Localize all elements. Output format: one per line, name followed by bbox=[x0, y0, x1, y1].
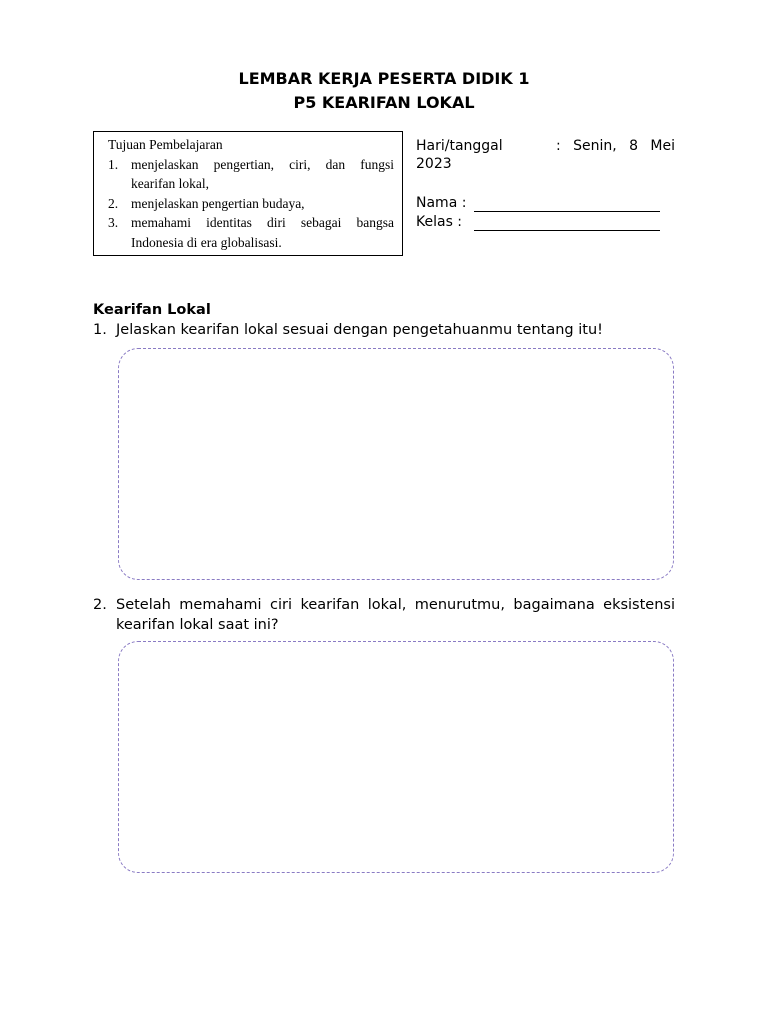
class-field[interactable] bbox=[416, 214, 462, 230]
learning-goals-list bbox=[108, 155, 394, 253]
date-value: : Senin, 8 Mei bbox=[556, 138, 675, 154]
worksheet-subtitle: P5 KEARIFAN LOKAL bbox=[293, 93, 475, 112]
learning-goal-text: menjelaskan pengertian budaya, bbox=[131, 195, 305, 211]
question-number: 1. bbox=[93, 322, 107, 338]
question-item bbox=[93, 596, 675, 635]
name-field[interactable] bbox=[416, 195, 466, 211]
class-label: Kelas : bbox=[416, 214, 463, 230]
question-text: Setelah memahami ciri kearifan lokal, menurutmu, bagaimana eksistensi kearifan lokal saat ini? bbox=[116, 597, 675, 633]
learning-goal-text: memahami identitas diri sebagai bangsa Indonesia di era globalisasi. bbox=[131, 215, 394, 250]
learning-goals-heading: Tujuan Pembelajaran bbox=[108, 137, 223, 152]
name-input-line[interactable] bbox=[474, 211, 660, 212]
learning-goal-item bbox=[108, 194, 394, 214]
learning-goal-item bbox=[108, 213, 394, 252]
question-item bbox=[93, 321, 675, 341]
date-row bbox=[416, 137, 675, 157]
learning-goal-number: 1. bbox=[108, 156, 119, 172]
name-label: Nama : bbox=[416, 195, 467, 211]
answer-box-2[interactable] bbox=[118, 641, 674, 873]
question-text: Jelaskan kearifan lokal sesuai dengan pengetahuanmu tentang itu! bbox=[116, 322, 603, 338]
learning-goal-text: menjelaskan pengertian, ciri, dan fungsi kearifan lokal, bbox=[131, 156, 394, 191]
learning-goal-item bbox=[108, 155, 394, 194]
worksheet-title: LEMBAR KERJA PESERTA DIDIK 1 bbox=[238, 69, 530, 88]
answer-box-1[interactable] bbox=[118, 348, 674, 580]
question-number: 2. bbox=[93, 597, 107, 613]
class-input-line[interactable] bbox=[474, 230, 660, 231]
learning-goals-box bbox=[93, 131, 403, 256]
section-title: Kearifan Lokal bbox=[93, 302, 211, 318]
learning-goal-number: 2. bbox=[108, 195, 119, 211]
date-year: 2023 bbox=[416, 156, 452, 172]
learning-goal-number: 3. bbox=[108, 215, 119, 230]
date-label: Hari/tanggal bbox=[416, 138, 503, 154]
